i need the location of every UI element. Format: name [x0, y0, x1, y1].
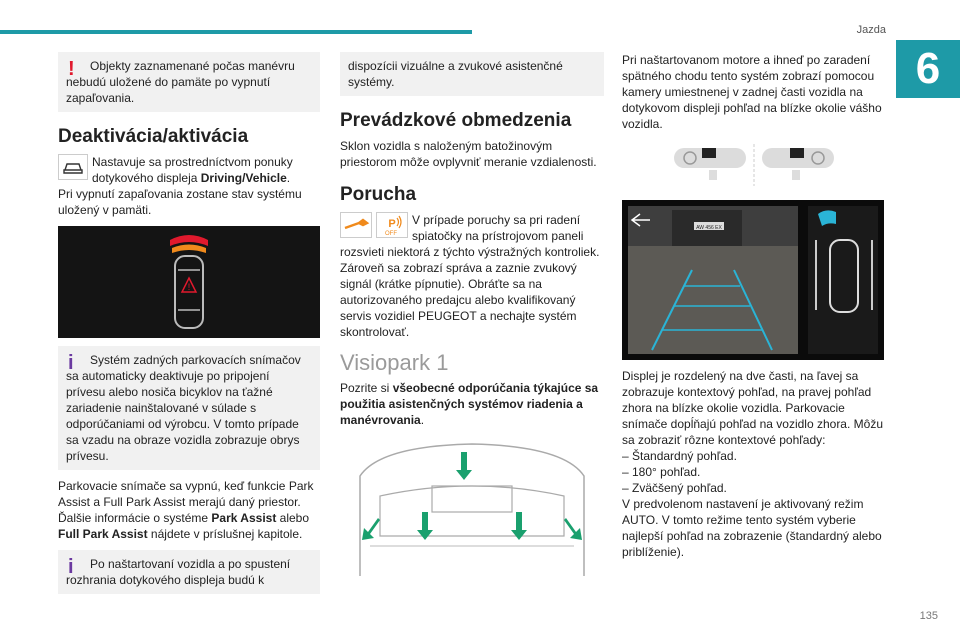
parking-sensors-image [58, 226, 320, 338]
info-note-continued [340, 52, 604, 96]
column-2 [340, 52, 604, 594]
view-1: – Štandardný pohľad. [622, 449, 737, 463]
parking-sensor-off-icon [376, 212, 408, 238]
warning-note [58, 52, 320, 112]
limits-text: Sklon vozidla s naloženým batožinovým priestorom môže ovplyvniť meranie vzdialenosti. [340, 139, 597, 169]
visiopark-intro: Pri naštartovanom motore a ihneď po zaradení spätného chodu tento systém zobrazí pomocou kamery umiestnenej v zadnej časti vozidla na dotykovom displeji pohľad na blízke okolie vášho vozidla. [622, 53, 882, 131]
heading-fault: Porucha [340, 184, 417, 205]
info-note-continued-text: dispozícii vizuálne a zvukové asistenčné systémy. [348, 59, 563, 89]
warning-icon: ! [68, 58, 75, 80]
deact-row [58, 154, 320, 186]
page-number: 135 [919, 610, 938, 622]
info-note-startup [58, 550, 320, 594]
plate-text: AW 456 EX [696, 225, 722, 231]
chapter-badge: 6 [896, 40, 960, 98]
header-accent-bar [0, 30, 472, 34]
svg-text:!: ! [187, 282, 191, 292]
info-note-trailer [58, 346, 320, 470]
park-assist-text: Parkovacie snímače sa vypnú, keď funkcie Park Assist a Full Park Assist merajú daný priestor. Ďalšie informácie o systéme Park Assist alebo Full Park Assist nájdete v príslušnej kapitole. [58, 479, 314, 541]
display-desc: Displej je rozdelený na dve časti, na ľavej sa zobrazuje kontextový pohľad, na pravej pohľad zhora na blízke okolie vozidla. Parkovacie snímače dopĺňajú pohľad na vozidlo zhora. Môžu sa zobraziť rôzne kontextové pohľady: [622, 369, 883, 447]
visiopark-ref-text: Pozrite si všeobecné odporúčania týkajúce sa použitia asistenčných systémov riadenia a manévrovania. [340, 381, 599, 427]
deact-text: Nastavuje sa prostredníctvom ponuky dotykového displeja Driving/Vehicle. [92, 155, 293, 185]
heading-limits: Prevádzkové obmedzenia [340, 110, 572, 131]
heading-visiopark: Visiopark 1 [340, 350, 449, 375]
auto-mode-text: V predvolenom nastavení je aktivovaný režim AUTO. V tomto režime tento systém vyberie najlepší pohľad na zobrazenie (štandardný alebo priblíženie). [622, 497, 882, 559]
info-note-startup-text: Po naštartovaní vozidla a po spustení rozhrania dotykového displeja budú k [66, 557, 291, 587]
heading-deactivation: Deaktivácia/aktivácia [58, 126, 249, 147]
column-1 [58, 52, 320, 594]
view-3: – Zväčšený pohľad. [622, 481, 727, 495]
warning-note-text: Objekty zaznamenané počas manévru nebudú uložené do pamäte po vypnutí zapaľovania. [66, 59, 295, 105]
camera-display-image [622, 200, 884, 360]
fault-block [340, 212, 604, 340]
wrench-icon [340, 212, 372, 238]
svg-text:P: P [388, 218, 396, 230]
column-3 [622, 52, 884, 560]
off-label: OFF [385, 231, 397, 237]
fault-text: V prípade poruchy sa pri radení spiatočky na prístrojovom paneli rozsvieti niektorá z týchto výstražných kontroliek. Zároveň sa zobrazí správa a zaznie zvukový signál (krátke pípnutie). Obráťte sa na autorizovaného predajcu alebo kvalifikovaný servis vozidiel PEUGEOT a nechajte systém skontrolovať. [340, 213, 600, 339]
car-menu-icon [58, 154, 88, 180]
rear-camera-illustration [340, 436, 604, 586]
section-title: Jazda [856, 24, 886, 36]
gear-reverse-illustration [622, 142, 884, 190]
view-2: – 180° pohľad. [622, 465, 701, 479]
info-icon: i [68, 352, 74, 374]
deact-text-2: Pri vypnutí zapaľovania zostane stav systému uložený v pamäti. [58, 187, 302, 217]
info-note-trailer-text: Systém zadných parkovacích snímačov sa automaticky deaktivuje po pripojení prívesu alebo nosiča bicyklov na ťažné zariadenie nainštalované v súlade s odporúčaniami od výrobcu. V tomto prípade sa vzadu na obraze vozidla zobrazuje obrys prívesu. [66, 353, 301, 463]
info-icon: i [68, 556, 74, 578]
